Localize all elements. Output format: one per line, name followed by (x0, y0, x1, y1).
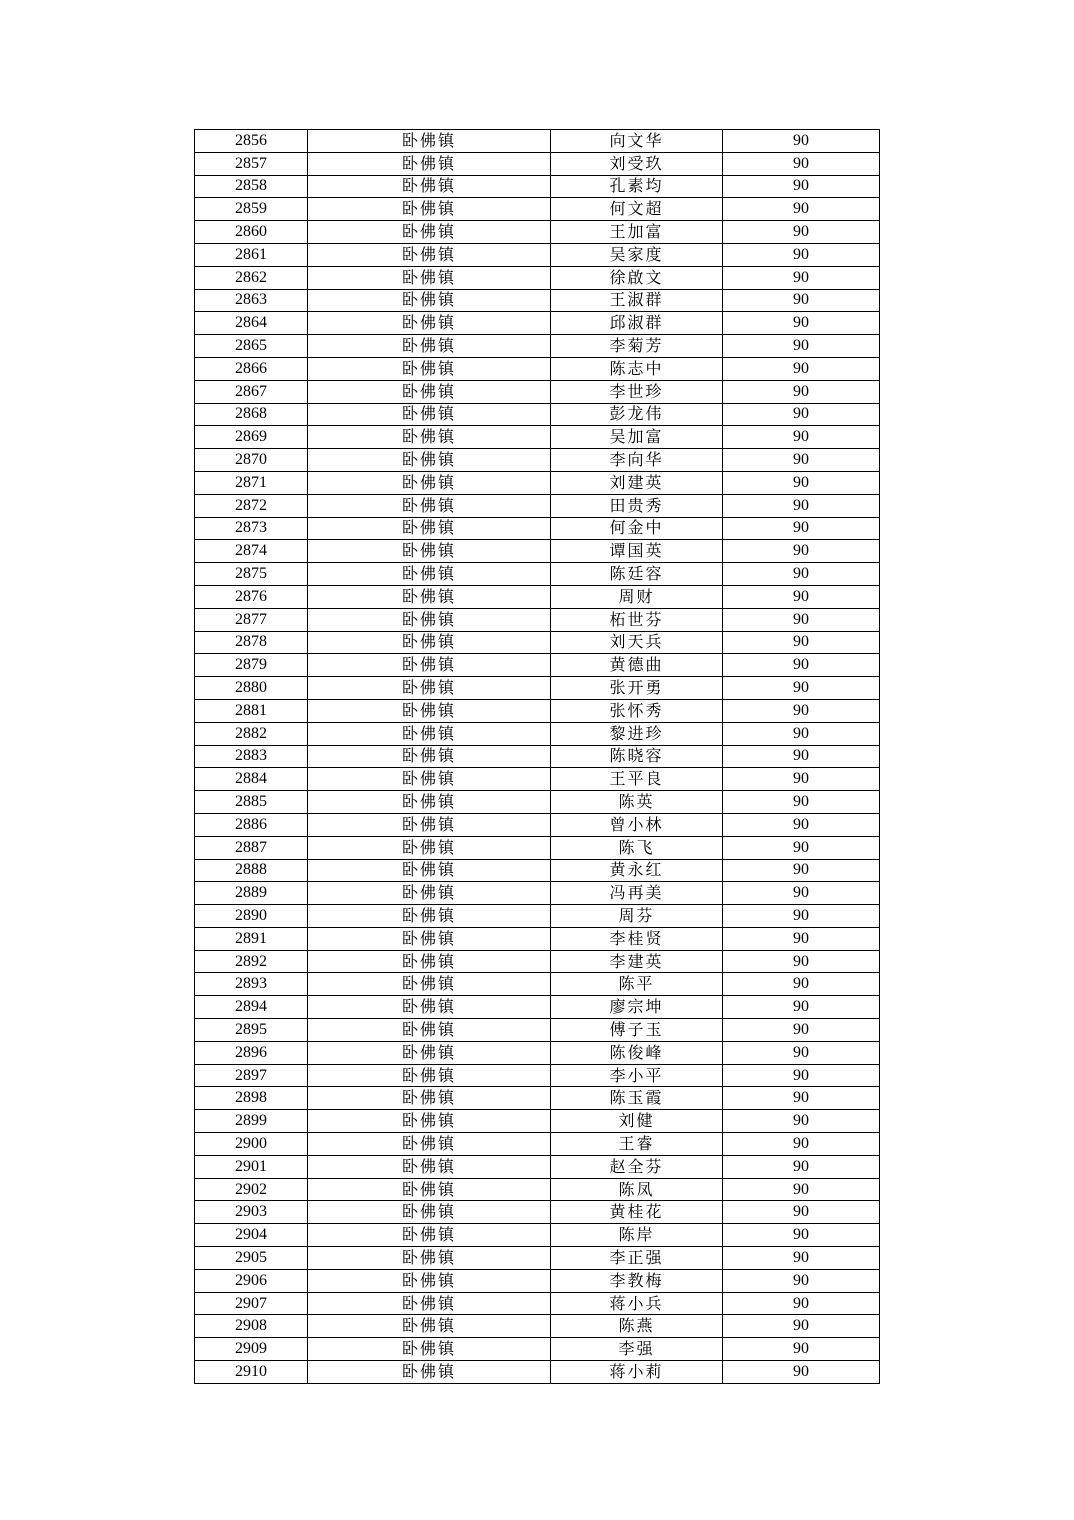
row-number-cell: 2869 (195, 426, 308, 449)
row-number-cell: 2897 (195, 1064, 308, 1087)
score-cell: 90 (723, 380, 880, 403)
score-cell: 90 (723, 996, 880, 1019)
person-name-cell: 李正强 (551, 1247, 723, 1270)
table-row (195, 585, 880, 608)
town-cell: 卧佛镇 (308, 1269, 551, 1292)
row-number-cell: 2898 (195, 1087, 308, 1110)
person-name-cell: 彭龙伟 (551, 403, 723, 426)
town-cell: 卧佛镇 (308, 1133, 551, 1156)
row-number-cell: 2876 (195, 585, 308, 608)
score-cell: 90 (723, 1110, 880, 1133)
table-row (195, 813, 880, 836)
score-cell: 90 (723, 1292, 880, 1315)
person-name-cell: 黄德曲 (551, 654, 723, 677)
score-cell: 90 (723, 357, 880, 380)
score-cell: 90 (723, 1087, 880, 1110)
table-row (195, 1087, 880, 1110)
town-cell: 卧佛镇 (308, 1178, 551, 1201)
score-cell: 90 (723, 175, 880, 198)
table-row (195, 198, 880, 221)
town-cell: 卧佛镇 (308, 357, 551, 380)
score-cell: 90 (723, 836, 880, 859)
score-cell: 90 (723, 1133, 880, 1156)
table-row (195, 152, 880, 175)
row-number-cell: 2904 (195, 1224, 308, 1247)
table-row (195, 540, 880, 563)
person-name-cell: 李强 (551, 1338, 723, 1361)
row-number-cell: 2868 (195, 403, 308, 426)
table-row (195, 289, 880, 312)
row-number-cell: 2880 (195, 677, 308, 700)
person-name-cell: 刘天兵 (551, 631, 723, 654)
roster-table (194, 129, 880, 1384)
score-cell: 90 (723, 1155, 880, 1178)
score-cell: 90 (723, 1247, 880, 1270)
table-row (195, 175, 880, 198)
town-cell: 卧佛镇 (308, 1064, 551, 1087)
score-cell: 90 (723, 243, 880, 266)
row-number-cell: 2900 (195, 1133, 308, 1156)
town-cell: 卧佛镇 (308, 540, 551, 563)
person-name-cell: 王淑群 (551, 289, 723, 312)
town-cell: 卧佛镇 (308, 768, 551, 791)
row-number-cell: 2860 (195, 221, 308, 244)
row-number-cell: 2902 (195, 1178, 308, 1201)
town-cell: 卧佛镇 (308, 745, 551, 768)
table-row (195, 768, 880, 791)
row-number-cell: 2889 (195, 882, 308, 905)
person-name-cell: 王睿 (551, 1133, 723, 1156)
table-row (195, 905, 880, 928)
score-cell: 90 (723, 471, 880, 494)
town-cell: 卧佛镇 (308, 449, 551, 472)
score-cell: 90 (723, 130, 880, 153)
person-name-cell: 陈玉霞 (551, 1087, 723, 1110)
town-cell: 卧佛镇 (308, 221, 551, 244)
score-cell: 90 (723, 859, 880, 882)
person-name-cell: 吴加富 (551, 426, 723, 449)
table-row (195, 973, 880, 996)
person-name-cell: 李向华 (551, 449, 723, 472)
town-cell: 卧佛镇 (308, 130, 551, 153)
table-row (195, 1292, 880, 1315)
person-name-cell: 黄桂花 (551, 1201, 723, 1224)
table-row (195, 882, 880, 905)
row-number-cell: 2893 (195, 973, 308, 996)
town-cell: 卧佛镇 (308, 1224, 551, 1247)
town-cell: 卧佛镇 (308, 699, 551, 722)
person-name-cell: 田贵秀 (551, 494, 723, 517)
town-cell: 卧佛镇 (308, 996, 551, 1019)
row-number-cell: 2872 (195, 494, 308, 517)
score-cell: 90 (723, 1315, 880, 1338)
table-row (195, 1019, 880, 1042)
row-number-cell: 2905 (195, 1247, 308, 1270)
town-cell: 卧佛镇 (308, 563, 551, 586)
table-row (195, 266, 880, 289)
row-number-cell: 2908 (195, 1315, 308, 1338)
table-row (195, 1155, 880, 1178)
row-number-cell: 2856 (195, 130, 308, 153)
score-cell: 90 (723, 950, 880, 973)
person-name-cell: 邱淑群 (551, 312, 723, 335)
row-number-cell: 2903 (195, 1201, 308, 1224)
town-cell: 卧佛镇 (308, 152, 551, 175)
person-name-cell: 周财 (551, 585, 723, 608)
score-cell: 90 (723, 905, 880, 928)
table-row (195, 449, 880, 472)
row-number-cell: 2878 (195, 631, 308, 654)
person-name-cell: 李小平 (551, 1064, 723, 1087)
score-cell: 90 (723, 631, 880, 654)
score-cell: 90 (723, 1224, 880, 1247)
town-cell: 卧佛镇 (308, 677, 551, 700)
town-cell: 卧佛镇 (308, 859, 551, 882)
score-cell: 90 (723, 882, 880, 905)
score-cell: 90 (723, 266, 880, 289)
table-row (195, 380, 880, 403)
row-number-cell: 2892 (195, 950, 308, 973)
person-name-cell: 何文超 (551, 198, 723, 221)
person-name-cell: 刘受玖 (551, 152, 723, 175)
score-cell: 90 (723, 1269, 880, 1292)
table-row (195, 517, 880, 540)
row-number-cell: 2896 (195, 1041, 308, 1064)
roster-table-body (195, 130, 880, 1384)
score-cell: 90 (723, 585, 880, 608)
row-number-cell: 2907 (195, 1292, 308, 1315)
score-cell: 90 (723, 540, 880, 563)
person-name-cell: 陈廷容 (551, 563, 723, 586)
town-cell: 卧佛镇 (308, 1201, 551, 1224)
table-row (195, 1247, 880, 1270)
town-cell: 卧佛镇 (308, 950, 551, 973)
table-row (195, 563, 880, 586)
town-cell: 卧佛镇 (308, 585, 551, 608)
row-number-cell: 2891 (195, 927, 308, 950)
table-row (195, 791, 880, 814)
town-cell: 卧佛镇 (308, 973, 551, 996)
row-number-cell: 2865 (195, 335, 308, 358)
row-number-cell: 2899 (195, 1110, 308, 1133)
person-name-cell: 陈英 (551, 791, 723, 814)
person-name-cell: 赵全芬 (551, 1155, 723, 1178)
person-name-cell: 何金中 (551, 517, 723, 540)
row-number-cell: 2895 (195, 1019, 308, 1042)
person-name-cell: 陈平 (551, 973, 723, 996)
person-name-cell: 黄永红 (551, 859, 723, 882)
person-name-cell: 蒋小莉 (551, 1361, 723, 1384)
person-name-cell: 柘世芬 (551, 608, 723, 631)
score-cell: 90 (723, 449, 880, 472)
row-number-cell: 2885 (195, 791, 308, 814)
table-row (195, 357, 880, 380)
table-row (195, 426, 880, 449)
score-cell: 90 (723, 699, 880, 722)
row-number-cell: 2901 (195, 1155, 308, 1178)
score-cell: 90 (723, 1019, 880, 1042)
table-row (195, 608, 880, 631)
town-cell: 卧佛镇 (308, 813, 551, 836)
person-name-cell: 陈俊峰 (551, 1041, 723, 1064)
person-name-cell: 廖宗坤 (551, 996, 723, 1019)
table-row (195, 745, 880, 768)
person-name-cell: 陈志中 (551, 357, 723, 380)
town-cell: 卧佛镇 (308, 1019, 551, 1042)
score-cell: 90 (723, 973, 880, 996)
town-cell: 卧佛镇 (308, 927, 551, 950)
score-cell: 90 (723, 927, 880, 950)
town-cell: 卧佛镇 (308, 243, 551, 266)
row-number-cell: 2873 (195, 517, 308, 540)
town-cell: 卧佛镇 (308, 654, 551, 677)
score-cell: 90 (723, 517, 880, 540)
table-row (195, 1133, 880, 1156)
table-row (195, 312, 880, 335)
score-cell: 90 (723, 791, 880, 814)
town-cell: 卧佛镇 (308, 1361, 551, 1384)
row-number-cell: 2858 (195, 175, 308, 198)
person-name-cell: 蒋小兵 (551, 1292, 723, 1315)
table-row (195, 1201, 880, 1224)
row-number-cell: 2887 (195, 836, 308, 859)
table-row (195, 1224, 880, 1247)
town-cell: 卧佛镇 (308, 882, 551, 905)
score-cell: 90 (723, 403, 880, 426)
row-number-cell: 2894 (195, 996, 308, 1019)
table-row (195, 631, 880, 654)
score-cell: 90 (723, 1338, 880, 1361)
row-number-cell: 2886 (195, 813, 308, 836)
row-number-cell: 2909 (195, 1338, 308, 1361)
town-cell: 卧佛镇 (308, 1338, 551, 1361)
row-number-cell: 2867 (195, 380, 308, 403)
row-number-cell: 2871 (195, 471, 308, 494)
row-number-cell: 2862 (195, 266, 308, 289)
table-row (195, 1338, 880, 1361)
score-cell: 90 (723, 152, 880, 175)
score-cell: 90 (723, 1041, 880, 1064)
score-cell: 90 (723, 722, 880, 745)
person-name-cell: 刘建英 (551, 471, 723, 494)
row-number-cell: 2888 (195, 859, 308, 882)
town-cell: 卧佛镇 (308, 1292, 551, 1315)
score-cell: 90 (723, 1178, 880, 1201)
score-cell: 90 (723, 745, 880, 768)
row-number-cell: 2881 (195, 699, 308, 722)
row-number-cell: 2863 (195, 289, 308, 312)
person-name-cell: 徐啟文 (551, 266, 723, 289)
person-name-cell: 李教梅 (551, 1269, 723, 1292)
score-cell: 90 (723, 768, 880, 791)
town-cell: 卧佛镇 (308, 1155, 551, 1178)
town-cell: 卧佛镇 (308, 494, 551, 517)
person-name-cell: 孔素均 (551, 175, 723, 198)
person-name-cell: 刘健 (551, 1110, 723, 1133)
town-cell: 卧佛镇 (308, 1247, 551, 1270)
row-number-cell: 2882 (195, 722, 308, 745)
town-cell: 卧佛镇 (308, 1110, 551, 1133)
town-cell: 卧佛镇 (308, 380, 551, 403)
row-number-cell: 2883 (195, 745, 308, 768)
row-number-cell: 2857 (195, 152, 308, 175)
score-cell: 90 (723, 335, 880, 358)
person-name-cell: 李菊芳 (551, 335, 723, 358)
row-number-cell: 2884 (195, 768, 308, 791)
score-cell: 90 (723, 198, 880, 221)
table-row (195, 654, 880, 677)
person-name-cell: 王平良 (551, 768, 723, 791)
score-cell: 90 (723, 563, 880, 586)
table-row (195, 1178, 880, 1201)
table-row (195, 494, 880, 517)
person-name-cell: 李建英 (551, 950, 723, 973)
score-cell: 90 (723, 813, 880, 836)
score-cell: 90 (723, 654, 880, 677)
row-number-cell: 2890 (195, 905, 308, 928)
town-cell: 卧佛镇 (308, 289, 551, 312)
town-cell: 卧佛镇 (308, 1041, 551, 1064)
row-number-cell: 2875 (195, 563, 308, 586)
town-cell: 卧佛镇 (308, 175, 551, 198)
person-name-cell: 冯再美 (551, 882, 723, 905)
score-cell: 90 (723, 1361, 880, 1384)
score-cell: 90 (723, 677, 880, 700)
score-cell: 90 (723, 312, 880, 335)
table-row (195, 1361, 880, 1384)
person-name-cell: 陈凤 (551, 1178, 723, 1201)
town-cell: 卧佛镇 (308, 1315, 551, 1338)
table-row (195, 699, 880, 722)
person-name-cell: 黎进珍 (551, 722, 723, 745)
person-name-cell: 李桂贤 (551, 927, 723, 950)
person-name-cell: 谭国英 (551, 540, 723, 563)
person-name-cell: 吴家度 (551, 243, 723, 266)
row-number-cell: 2906 (195, 1269, 308, 1292)
person-name-cell: 张怀秀 (551, 699, 723, 722)
row-number-cell: 2870 (195, 449, 308, 472)
person-name-cell: 周芬 (551, 905, 723, 928)
town-cell: 卧佛镇 (308, 471, 551, 494)
person-name-cell: 陈燕 (551, 1315, 723, 1338)
person-name-cell: 张开勇 (551, 677, 723, 700)
person-name-cell: 陈岸 (551, 1224, 723, 1247)
row-number-cell: 2910 (195, 1361, 308, 1384)
score-cell: 90 (723, 1201, 880, 1224)
town-cell: 卧佛镇 (308, 836, 551, 859)
score-cell: 90 (723, 221, 880, 244)
score-cell: 90 (723, 289, 880, 312)
table-row (195, 130, 880, 153)
table-row (195, 927, 880, 950)
table-row (195, 403, 880, 426)
table-row (195, 677, 880, 700)
table-row (195, 221, 880, 244)
town-cell: 卧佛镇 (308, 905, 551, 928)
table-row (195, 996, 880, 1019)
table-row (195, 859, 880, 882)
person-name-cell: 曾小林 (551, 813, 723, 836)
town-cell: 卧佛镇 (308, 312, 551, 335)
town-cell: 卧佛镇 (308, 1087, 551, 1110)
row-number-cell: 2866 (195, 357, 308, 380)
table-row (195, 471, 880, 494)
town-cell: 卧佛镇 (308, 426, 551, 449)
row-number-cell: 2877 (195, 608, 308, 631)
row-number-cell: 2879 (195, 654, 308, 677)
row-number-cell: 2859 (195, 198, 308, 221)
person-name-cell: 傅子玉 (551, 1019, 723, 1042)
town-cell: 卧佛镇 (308, 403, 551, 426)
score-cell: 90 (723, 494, 880, 517)
table-row (195, 1064, 880, 1087)
table-row (195, 1041, 880, 1064)
table-row (195, 1315, 880, 1338)
person-name-cell: 李世珍 (551, 380, 723, 403)
town-cell: 卧佛镇 (308, 791, 551, 814)
town-cell: 卧佛镇 (308, 335, 551, 358)
town-cell: 卧佛镇 (308, 266, 551, 289)
row-number-cell: 2861 (195, 243, 308, 266)
row-number-cell: 2864 (195, 312, 308, 335)
town-cell: 卧佛镇 (308, 722, 551, 745)
person-name-cell: 王加富 (551, 221, 723, 244)
town-cell: 卧佛镇 (308, 608, 551, 631)
town-cell: 卧佛镇 (308, 517, 551, 540)
table-row (195, 243, 880, 266)
table-row (195, 1269, 880, 1292)
person-name-cell: 陈飞 (551, 836, 723, 859)
town-cell: 卧佛镇 (308, 198, 551, 221)
row-number-cell: 2874 (195, 540, 308, 563)
table-row (195, 836, 880, 859)
table-row (195, 335, 880, 358)
table-row (195, 950, 880, 973)
score-cell: 90 (723, 608, 880, 631)
score-cell: 90 (723, 1064, 880, 1087)
person-name-cell: 陈晓容 (551, 745, 723, 768)
town-cell: 卧佛镇 (308, 631, 551, 654)
table-row (195, 722, 880, 745)
table-row (195, 1110, 880, 1133)
score-cell: 90 (723, 426, 880, 449)
person-name-cell: 向文华 (551, 130, 723, 153)
